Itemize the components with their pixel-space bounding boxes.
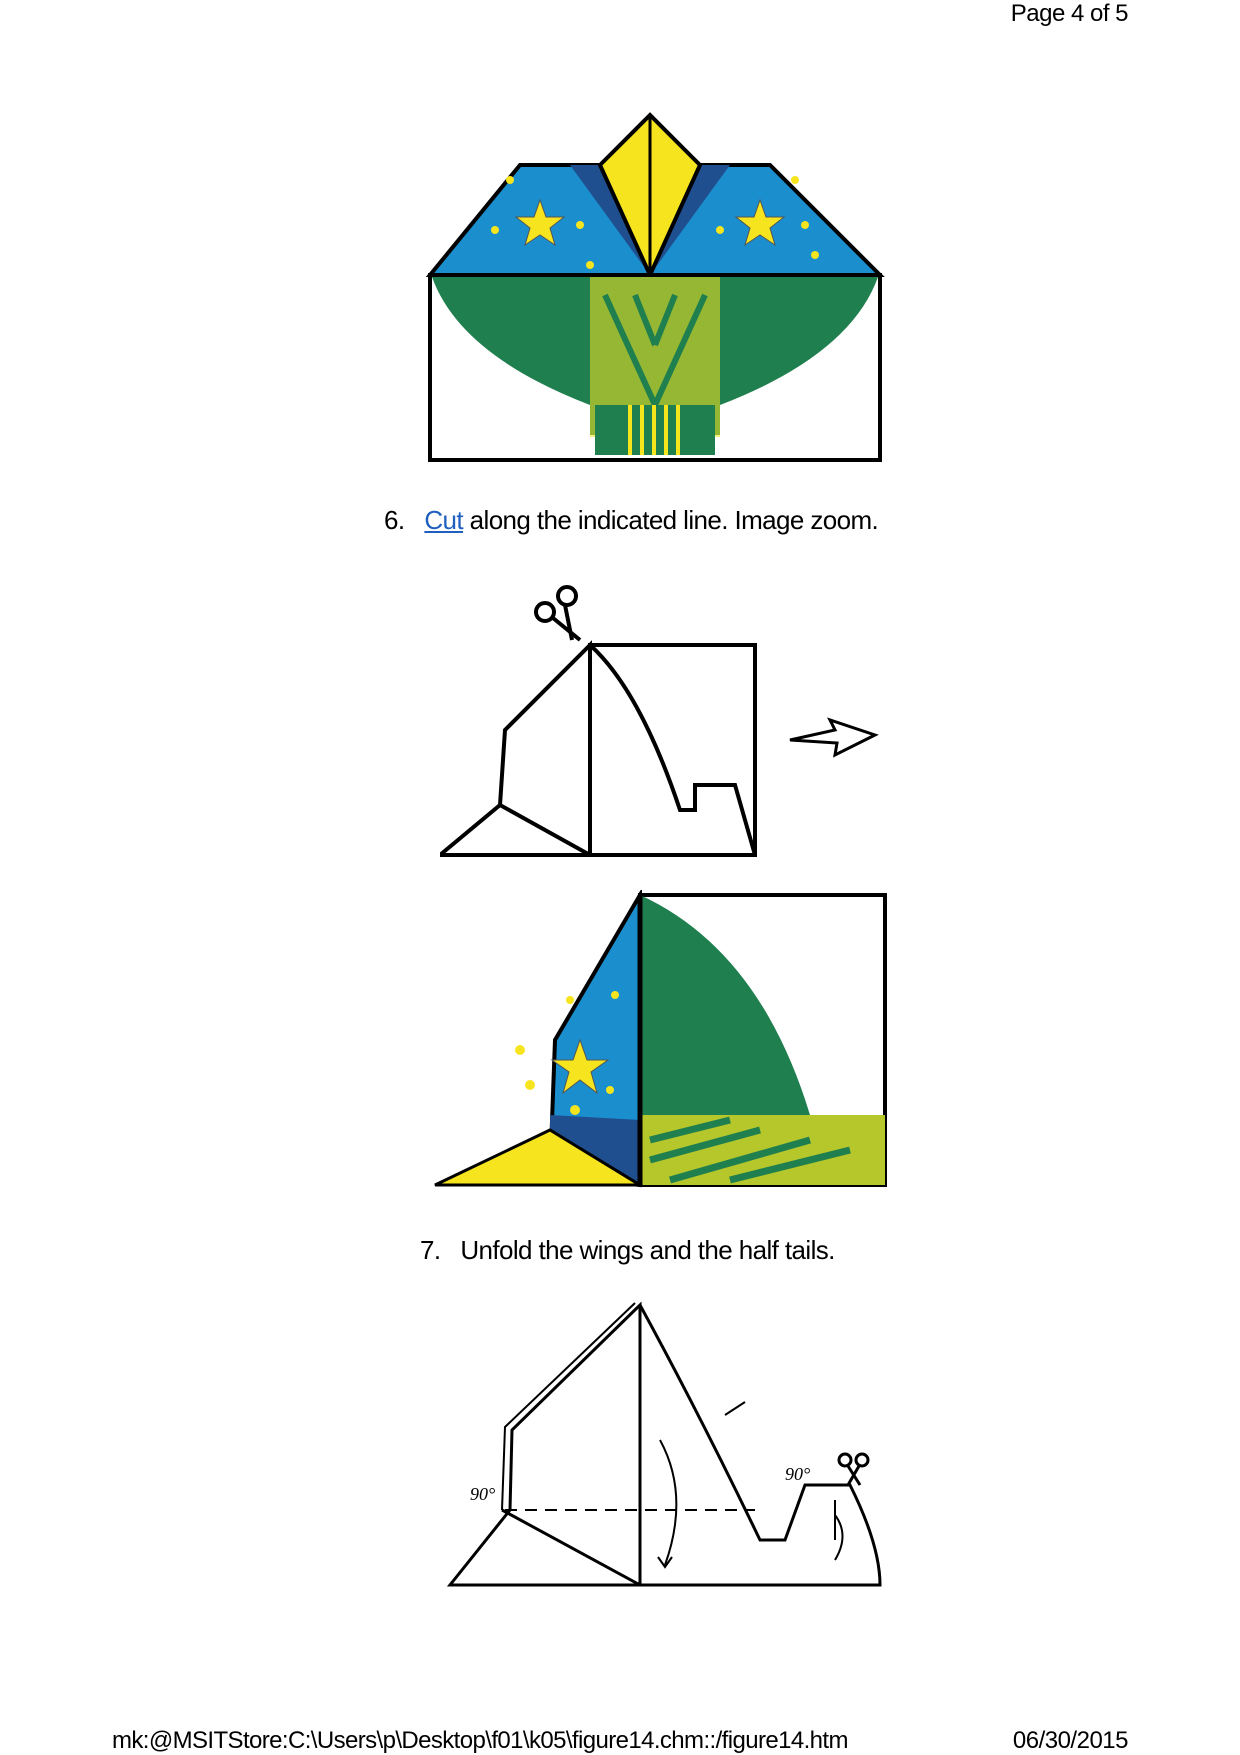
step-6-number: 6. (384, 505, 405, 535)
unfold-diagram-figure (440, 1295, 890, 1595)
angle-label-right: 90° (785, 1464, 811, 1484)
step-7-text: Unfold the wings and the half tails. (460, 1235, 835, 1265)
plane-colored-figure (420, 105, 890, 470)
step-6 (384, 505, 878, 536)
cut-link[interactable]: Cut (424, 505, 464, 535)
step-7-number: 7. (420, 1235, 441, 1265)
footer-path: mk:@MSITStore:C:\Users\p\Desktop\f01\k05\figure14.chm::/figure14.htm (112, 1727, 848, 1754)
scissors-small-icon (839, 1454, 868, 1485)
scissors-icon (536, 587, 580, 640)
step-7 (420, 1235, 835, 1266)
page-indicator: Page 4 of 5 (1010, 0, 1128, 27)
footer-date: 06/30/2015 (1012, 1727, 1128, 1754)
cut-colored-figure (430, 890, 895, 1195)
arrow-right-icon (790, 720, 875, 755)
cut-line-figure (440, 580, 890, 865)
step-6-text: along the indicated line. Image zoom. (463, 505, 879, 535)
angle-label-left: 90° (470, 1484, 496, 1504)
